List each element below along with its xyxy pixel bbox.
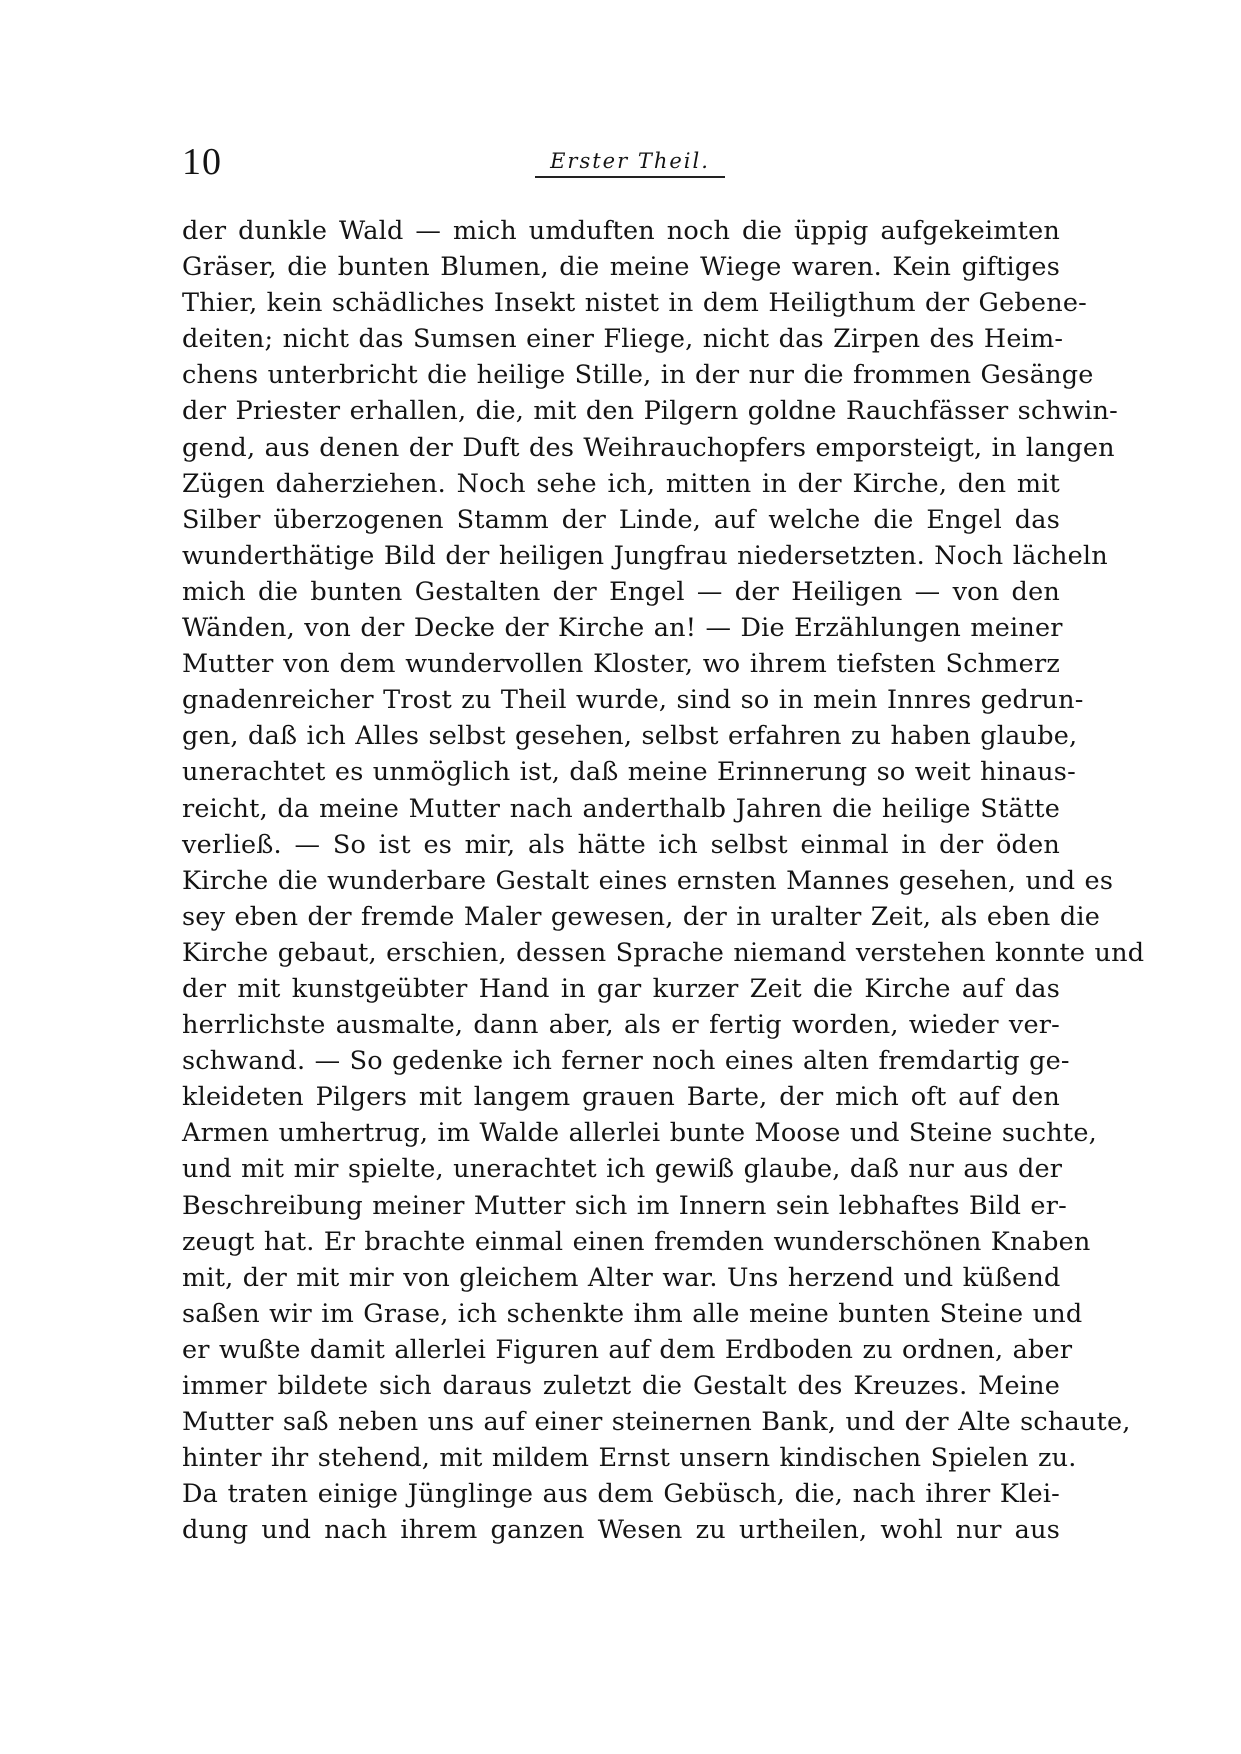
- page-number: 10: [182, 141, 222, 183]
- text-line: unerachtet es unmöglich ist, daß meine Erinnerung so weit hinaus-: [182, 757, 1076, 788]
- text-line: wunderthätige Bild der heiligen Jungfrau niedersetzten. Noch lächeln: [182, 540, 1108, 571]
- text-line: Armen umhertrug, im Walde allerlei bunte Moose und Steine suchte,: [182, 1118, 1097, 1149]
- text-line: gend, aus denen der Duft des Weihrauchopfers emporsteigt, in langen: [182, 432, 1115, 463]
- text-line: chens unterbricht die heilige Stille, in der nur die frommen Gesänge: [182, 360, 1094, 391]
- text-line: Silber überzogenen Stamm der Linde, auf welche die Engel das: [182, 504, 1060, 535]
- text-line: immer bildete sich daraus zuletzt die Gestalt des Kreuzes. Meine: [182, 1371, 1060, 1401]
- header-rule: [535, 176, 725, 178]
- text-line: mich die bunten Gestalten der Engel — der Heiligen — von den: [182, 576, 1060, 607]
- text-line: kleideten Pilgers mit langem grauen Barte, der mich oft auf den: [182, 1082, 1060, 1113]
- text-line: gen, daß ich Alles selbst gesehen, selbst erfahren zu haben glaube,: [182, 721, 1078, 752]
- text-line: er wußte damit allerlei Figuren auf dem Erdboden zu ordnen, aber: [182, 1334, 1073, 1365]
- body-text: [182, 213, 1145, 1548]
- text-line: Da traten einige Jünglinge aus dem Gebüsch, die, nach ihrer Klei-: [182, 1479, 1060, 1510]
- text-line: der Priester erhallen, die, mit den Pilgern goldne Rauchfässer schwin-: [182, 396, 1118, 427]
- text-line: Wänden, von der Decke der Kirche an! — Die Erzählungen meiner: [182, 613, 1063, 644]
- text-line: dung und nach ihrem ganzen Wesen zu urtheilen, wohl nur aus: [182, 1515, 1060, 1546]
- text-line: Mutter saß neben uns auf einer steinernen Bank, und der Alte schaute,: [182, 1407, 1131, 1438]
- text-line: hinter ihr stehend, mit mildem Ernst unsern kindischen Spielen zu.: [182, 1443, 1077, 1474]
- text-line: Zügen daherziehen. Noch sehe ich, mitten in der Kirche, den mit: [182, 468, 1060, 499]
- running-head: Erster Theil.: [550, 149, 710, 173]
- text-line: der mit kunstgeübter Hand in gar kurzer Zeit die Kirche auf das: [182, 973, 1060, 1004]
- text-line: sey eben der fremde Maler gewesen, der in uralter Zeit, als eben die: [182, 901, 1101, 932]
- text-line: und mit mir spielte, unerachtet ich gewiß glaube, daß nur aus der: [182, 1154, 1063, 1185]
- text-line: Kirche die wunderbare Gestalt eines ernsten Mannes gesehen, und es: [182, 865, 1114, 896]
- text-line: saßen wir im Grase, ich schenkte ihm alle meine bunten Steine und: [182, 1298, 1083, 1329]
- text-line: zeugt hat. Er brachte einmal einen fremden wunderschönen Knaben: [182, 1226, 1091, 1257]
- text-line: mit, der mit mir von gleichem Alter war. Uns herzend und küßend: [182, 1262, 1061, 1293]
- text-line: Beschreibung meiner Mutter sich im Innern sein lebhaftes Bild er-: [182, 1190, 1067, 1221]
- text-line: herrlichste ausmalte, dann aber, als er fertig worden, wieder ver-: [182, 1010, 1060, 1041]
- text-line: deiten; nicht das Sumsen einer Fliege, nicht das Zirpen des Heim-: [182, 324, 1064, 355]
- text-line: der dunkle Wald — mich umduften noch die üppig aufgekeimten: [182, 216, 1060, 246]
- text-line: verließ. — So ist es mir, als hätte ich selbst einmal in der öden: [182, 829, 1060, 860]
- text-line: Mutter von dem wundervollen Kloster, wo ihrem tiefsten Schmerz: [182, 649, 1060, 680]
- text-line: Thier, kein schädliches Insekt nistet in dem Heiligthum der Gebene-: [182, 288, 1087, 319]
- text-line: Kirche gebaut, erschien, dessen Sprache niemand verstehen konnte und: [182, 937, 1145, 968]
- text-line: reicht, da meine Mutter nach anderthalb Jahren die heilige Stätte: [182, 793, 1060, 824]
- text-line: Gräser, die bunten Blumen, die meine Wiege waren. Kein giftiges: [182, 252, 1060, 283]
- page-header: [182, 140, 1060, 188]
- text-line: schwand. — So gedenke ich ferner noch eines alten fremdartig ge-: [182, 1046, 1070, 1077]
- text-line: gnadenreicher Trost zu Theil wurde, sind so in mein Innres gedrun-: [182, 685, 1084, 716]
